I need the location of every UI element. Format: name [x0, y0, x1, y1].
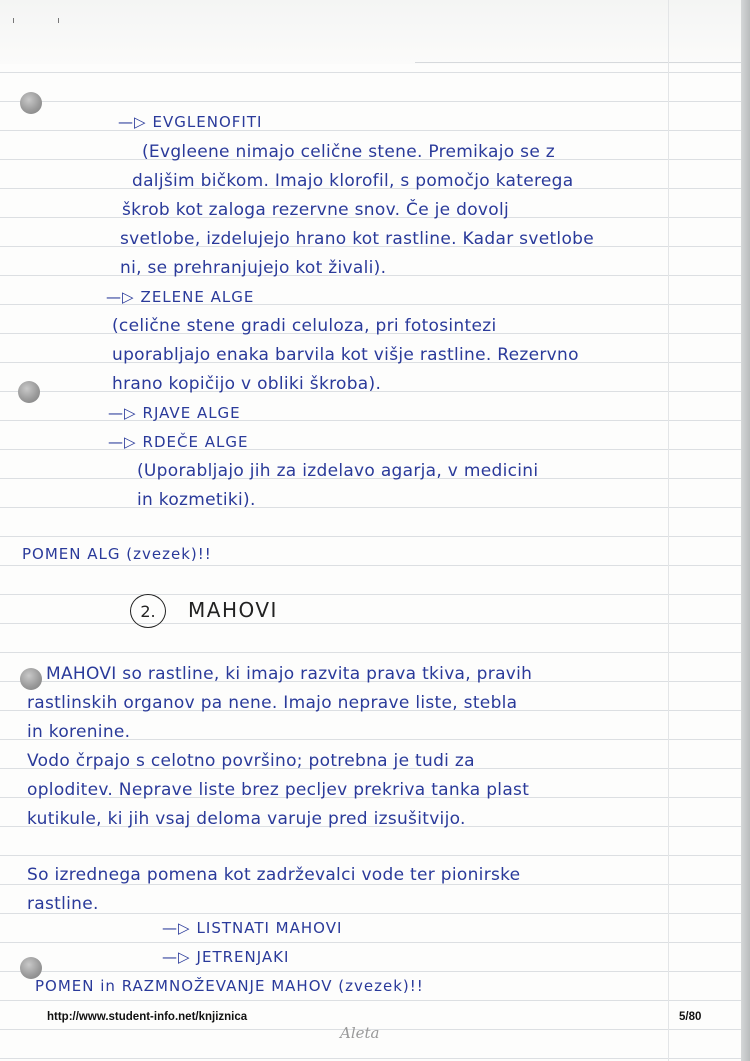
text-line: Vodo črpajo s celotno površino; potrebna je tudi za	[27, 751, 475, 771]
text-line: rastlinskih organov pa nene. Imajo neprave liste, stebla	[27, 693, 518, 713]
punch-hole	[20, 668, 42, 690]
arrow-icon: —▷	[108, 404, 137, 422]
page-number: 5/80	[679, 1011, 702, 1023]
punch-hole	[20, 92, 42, 114]
text-line: škrob kot zaloga rezervne snov. Če je dovolj	[122, 200, 510, 220]
margin-line	[668, 0, 669, 1061]
text-line: rastline.	[27, 894, 99, 914]
top-rule-line	[415, 62, 745, 63]
text-line: oploditev. Neprave liste brez pecljev prekriva tanka plast	[27, 780, 530, 800]
heading-rdece-alge: —▷ RDEČE ALGE	[108, 428, 248, 457]
text-line: (Evgleene nimajo celične stene. Premikajo se z	[142, 142, 556, 162]
arrow-icon: —▷	[162, 919, 191, 937]
arrow-icon: —▷	[118, 113, 147, 131]
text-line: MAHOVI so rastline, ki imajo razvita prava tkiva, pravih	[46, 664, 533, 684]
heading-rjave-alge: —▷ RJAVE ALGE	[108, 399, 241, 428]
pomen-mahov-note: POMEN in RAZMNOŽEVANJE MAHOV (zvezek)!!	[35, 977, 424, 995]
brand-logo: Aleta	[340, 1024, 380, 1042]
text-line: in kozmetiki).	[137, 490, 256, 510]
text-line: hrano kopičijo v obliki škroba).	[112, 374, 382, 394]
text-line: svetlobe, izdelujejo hrano kot rastline. Kadar svetlobe	[120, 229, 594, 249]
heading-zelene-alge: —▷ ZELENE ALGE	[106, 283, 254, 312]
type-listnati-mahovi: —▷ LISTNATI MAHOVI	[162, 914, 342, 943]
punch-hole	[18, 381, 40, 403]
scan-mark	[58, 18, 59, 23]
page-top-blank-area	[0, 0, 750, 64]
text-line: kutikule, ki jih vsaj deloma varuje pred izsušitvijo.	[27, 809, 466, 829]
arrow-icon: —▷	[108, 433, 137, 451]
text-line: So izrednega pomena kot zadrževalci vode ter pionirske	[27, 865, 521, 885]
text-line: in korenine.	[27, 722, 131, 742]
section-number: 2.	[130, 594, 166, 628]
heading-euglenofiti: —▷ EVGLENOFITI	[118, 108, 262, 137]
footer-url: http://www.student-info.net/knjiznica	[47, 1011, 248, 1023]
pomen-alg-note: POMEN ALG (zvezek)!!	[22, 545, 212, 563]
scan-mark	[13, 18, 14, 23]
heading-mahovi: MAHOVI	[188, 598, 278, 622]
page-edge	[741, 0, 750, 1061]
type-jetrenjaki: —▷ JETRENJAKI	[162, 943, 289, 972]
arrow-icon: —▷	[106, 288, 135, 306]
text-line: (celične stene gradi celuloza, pri fotosintezi	[112, 316, 497, 336]
text-line: daljšim bičkom. Imajo klorofil, s pomočjo katerega	[132, 171, 574, 191]
arrow-icon: —▷	[162, 948, 191, 966]
text-line: ni, se prehranjujejo kot živali).	[120, 258, 387, 278]
text-line: uporabljajo enaka barvila kot višje rastline. Rezervno	[112, 345, 579, 365]
text-line: (Uporabljajo jih za izdelavo agarja, v medicini	[137, 461, 539, 481]
